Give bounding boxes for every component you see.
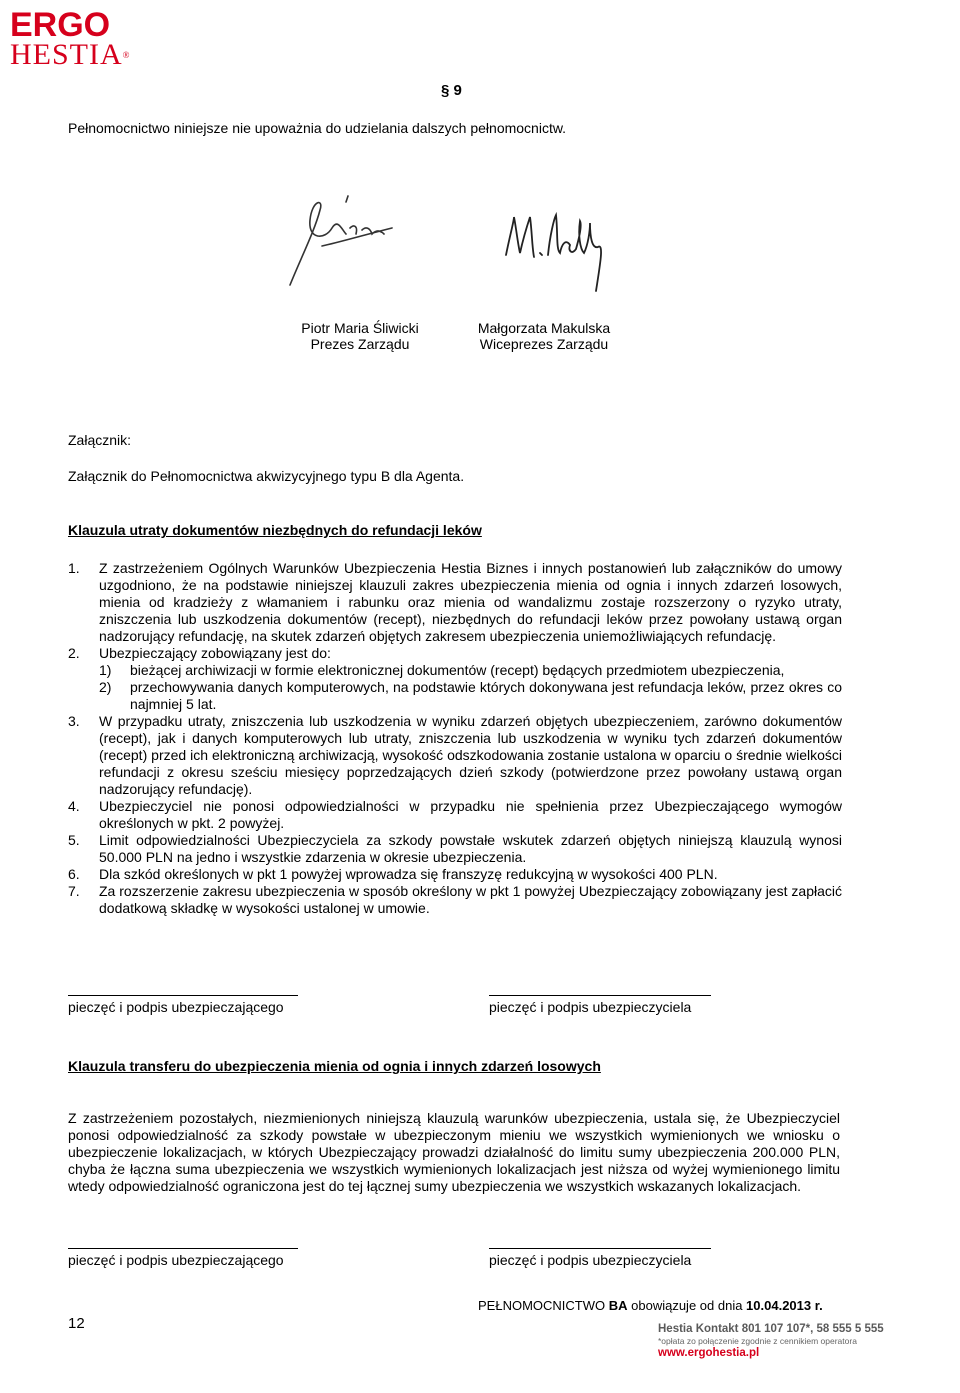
clause-1-title: Klauzula utraty dokumentów niezbędnych do refundacji leków: [68, 522, 482, 538]
footer-contact: [658, 1322, 908, 1360]
signatory-2-name: Małgorzata Makulska: [477, 320, 611, 336]
item-number: 2.: [68, 645, 80, 661]
validity-date: 10.04.2013 r.: [746, 1298, 823, 1313]
signatory-2-role: Wiceprezes Zarządu: [479, 336, 609, 352]
intro-text: Pełnomocnictwo niniejsze nie upoważnia do udzielania dalszych pełnomocnictw.: [68, 120, 567, 136]
signature-line: [489, 1248, 711, 1249]
page-number: 12: [68, 1315, 85, 1332]
contact-note: *opłata zo połączenie zgodnie z cennikiem operatora: [658, 1336, 857, 1346]
item-text: Z zastrzeżeniem Ogólnych Warunków Ubezpieczenia Hestia Biznes i innych postanowień lub załączników do umowy uzgodniono, że na podstawie niniejszej klauzuli zakres ubezpieczenia mienia od ognia i innych zdarzeń losowych, mienia od kradzieży z włamaniem i rabunku oraz mienia od wandalizmu zostaje rozszerzony o ryzyko utraty, zniszczenia lub uszkodzenia dokumentów (recept), niezbędnych do refundacji leków przez powołany ustawą organ nadzorujący refundację, na skutek zdarzeń objętych zakresem ubezpieczenia uniemożliwiających refundację.: [99, 560, 842, 644]
item-text: Ubezpieczający zobowiązany jest do:: [99, 645, 331, 661]
clause-2-text: Z zastrzeżeniem pozostałych, niezmienionych niniejszą klauzulą warunków ubezpieczenia, ustala się, że Ubezpieczyciel ponosi odpowiedzialność za szkody powstałe w ubezpieczonym mieniu we wszystkich wymienionych we wniosku o ubezpieczenie lokalizacjach, w których Ubezpieczający prowadzi działalność do limitu sumy ubezpieczenia 200.000 PLN, chyba że łączna suma ubezpieczenia we wszystkich wymienionych lokalizacjach jest niższa od wyżej wymienionego limitu wtedy odpowiedzialność ograniczona jest do tej łącznej sumy ubezpieczenia we wszystkich wskazanych lokalizacjach.: [68, 1110, 840, 1194]
item-number: 7.: [68, 883, 80, 899]
signatory-2: [466, 320, 622, 352]
validity-type: BA: [608, 1298, 628, 1313]
insured-signature-label: pieczęć i podpis ubezpieczającego: [68, 999, 284, 1015]
attachment-text: Załącznik do Pełnomocnictwa akwizycyjnego typu B dla Agenta.: [68, 468, 465, 484]
validity-middle: obowiązuje od dnia: [627, 1298, 747, 1313]
company-logo: [10, 6, 131, 71]
item-number: 4.: [68, 798, 80, 814]
logo-hestia-word: HESTIA: [10, 38, 123, 71]
item-number: 6.: [68, 866, 80, 882]
signature-vice-president: [500, 205, 620, 300]
contact-phone: Hestia Kontakt 801 107 107*, 58 555 5 555: [658, 1323, 884, 1335]
section-number: § 9: [441, 82, 462, 99]
item-text: Limit odpowiedzialności Ubezpieczyciela za szkody powstałe wskutek zdarzeń objętych niniejszą klauzulą wynosi 50.000 PLN na jedno i wszystkie zdarzenia w okresie ubezpieczenia.: [99, 832, 842, 865]
signature-line: [68, 995, 298, 996]
item-text: Dla szkód określonych w pkt 1 powyżej wprowadza się franszyzę redukcyjną w wysokości 400 PLN.: [99, 866, 718, 882]
insured-signature-label: pieczęć i podpis ubezpieczającego: [68, 1252, 284, 1268]
signature-line: [68, 1248, 298, 1249]
list-item: [68, 560, 842, 645]
sub-item-text: bieżącej archiwizacji w formie elektronicznej dokumentów (recept) będących przedmiotem ubezpieczenia,: [130, 662, 785, 678]
item-text: Ubezpieczyciel nie ponosi odpowiedzialności w przypadku nie spełnienia przez Ubezpieczającego wymogów określonych w pkt. 2 powyżej.: [99, 798, 842, 831]
signatory-1: [285, 320, 435, 352]
registered-mark: ®: [122, 50, 131, 60]
list-item: [68, 866, 842, 883]
logo-ergo-text: ERGO: [10, 6, 111, 44]
item-number: 1.: [68, 560, 80, 576]
item-text: W przypadku utraty, zniszczenia lub uszkodzenia w wyniku zdarzeń objętych ubezpieczeniem, zarówno dokumentów (recept), jak i danych komputerowych lub utraty, zniszczenia lub uszkodzenia w wyniku tych zdarzeń dokumentów (recept) przed ich elektroniczną archiwizacją, wysokość odszkodowania zostanie ustalona w oparciu o średnie wielkości refundacji z okresu sześciu miesięcy poprzedzających dzień szkody (potwierdzone przez powołany ustawą organ nadzorujący refundację).: [99, 713, 842, 797]
sub-item-number: 1): [99, 662, 112, 678]
clause-2-title: Klauzula transferu do ubezpieczenia mienia od ognia i innych zdarzeń losowych: [68, 1058, 601, 1074]
clause-1-list: [68, 560, 842, 917]
insurer-signature-label: pieczęć i podpis ubezpieczyciela: [489, 999, 692, 1015]
sub-item-text: przechowywania danych komputerowych, na podstawie których dokonywana jest refundacja leków, przez okres co najmniej 5 lat.: [130, 679, 842, 712]
list-item: [68, 832, 842, 866]
website-url: www.ergohestia.pl: [658, 1347, 760, 1359]
insurer-signature-label: pieczęć i podpis ubezpieczyciela: [489, 1252, 692, 1268]
item-number: 5.: [68, 832, 80, 848]
list-item: [68, 798, 842, 832]
logo-hestia-text: [10, 38, 131, 71]
signatory-1-name: Piotr Maria Śliwicki: [301, 320, 419, 336]
sub-item-number: 2): [99, 679, 112, 695]
signatory-1-role: Prezes Zarządu: [310, 336, 410, 352]
item-text: Za rozszerzenie zakresu ubezpieczenia w sposób określony w pkt 1 powyżej Ubezpieczający zobowiązany jest zapłacić dodatkową składkę w wysokości ustalonej w umowie.: [99, 883, 842, 916]
list-item: [68, 713, 842, 798]
sub-list-item: [99, 662, 842, 679]
validity-prefix: PEŁNOMOCNICTWO: [478, 1298, 609, 1313]
list-item: [68, 883, 842, 917]
signature-line: [489, 995, 711, 996]
list-item: [68, 645, 842, 713]
signature-president: [280, 190, 410, 290]
attachment-label: Załącznik:: [68, 432, 132, 448]
sub-list-item: [99, 679, 842, 713]
validity-note: [478, 1297, 823, 1314]
item-number: 3.: [68, 713, 80, 729]
